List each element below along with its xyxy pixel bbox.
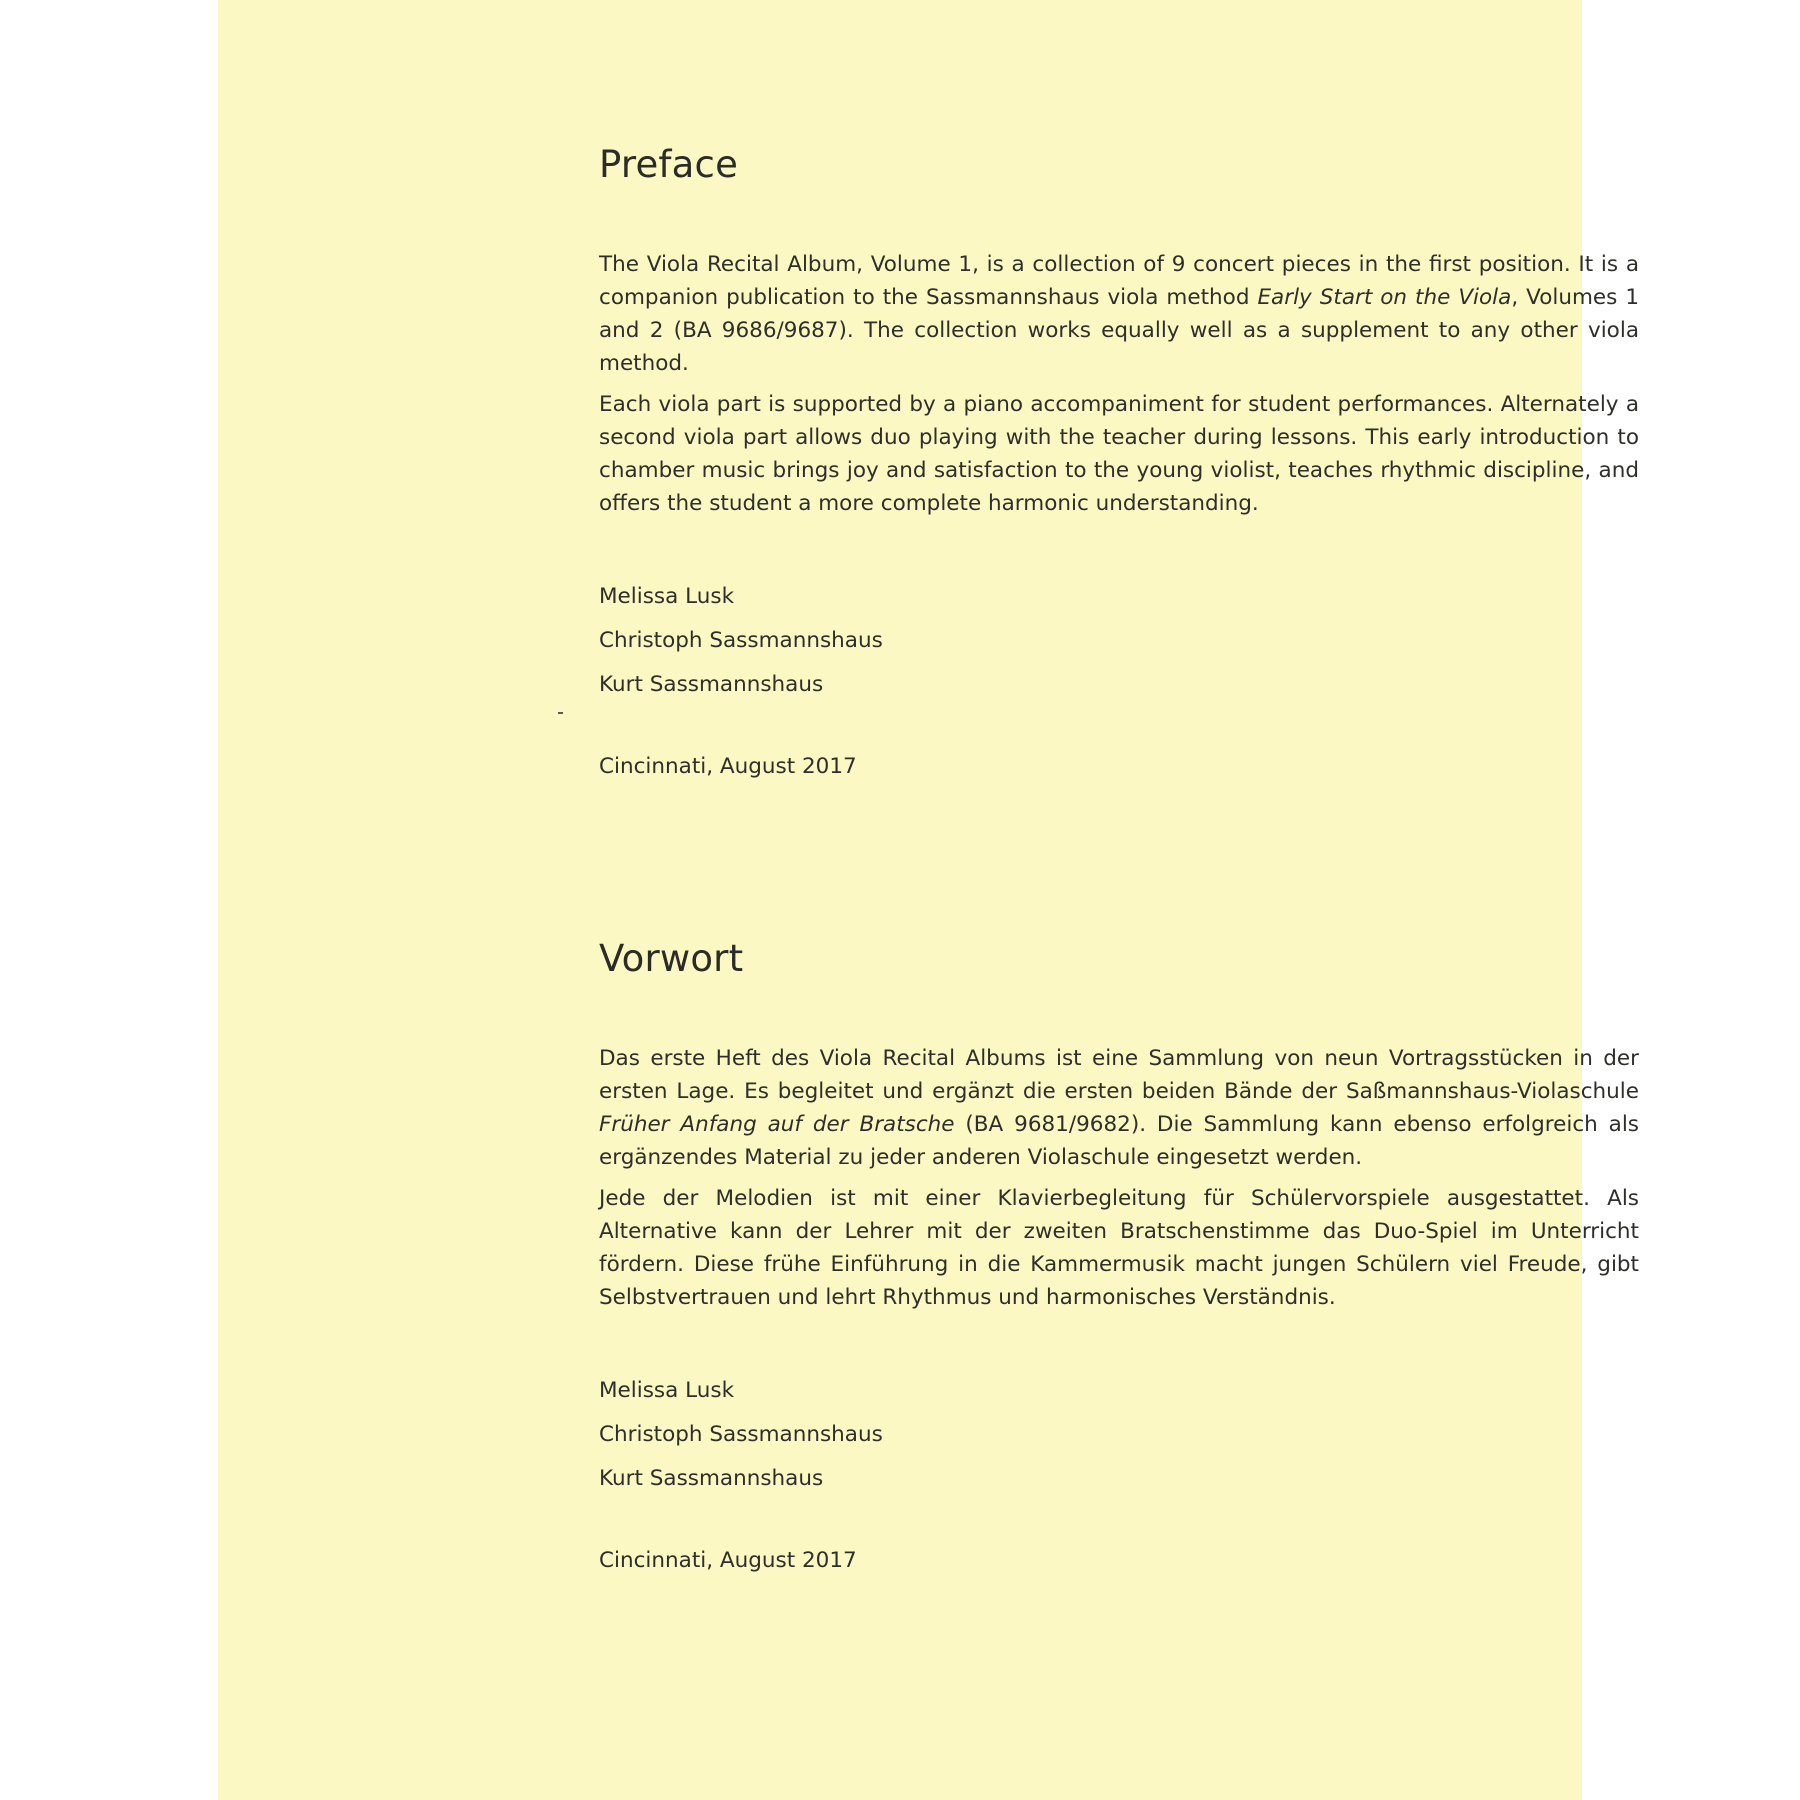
- preface-method-title: Early Start on the Viola: [1257, 285, 1512, 310]
- vorwort-signature-3: Kurt Sassmannshaus: [599, 1466, 824, 1491]
- preface-paragraph-1: [599, 248, 1639, 380]
- document-page: [218, 0, 1639, 1800]
- preface-section: [599, 140, 1639, 782]
- vorwort-signatures: [599, 1369, 1639, 1501]
- vorwort-section: [599, 934, 1639, 1576]
- preface-body: [599, 248, 1639, 520]
- preface-signatures: [599, 575, 1639, 707]
- preface-signature-2: Christoph Sassmannshaus: [599, 628, 883, 653]
- vorwort-method-title: Früher Anfang auf der Bratsche: [599, 1112, 955, 1137]
- vorwort-paragraph-1-text-a: Das erste Heft des Viola Recital Albums ist eine Sammlung von neun Vortragsstücken in der ersten Lage. Es begleitet und ergänzt die ersten beiden Bände der Saßmannshaus-Violaschule: [599, 1046, 1639, 1104]
- vorwort-signature-2: Christoph Sassmannshaus: [599, 1422, 883, 1447]
- vorwort-paragraph-1-text-b: (BA 9681/9682). Die Sammlung kann ebenso erfolgreich als ergänzendes Material zu jeder anderen Violaschule eingesetzt werden.: [599, 1112, 1639, 1170]
- vorwort-paragraph-1: [599, 1042, 1639, 1174]
- preface-paragraph-1-text-a: The Viola Recital Album, Volume 1, is a collection of 9 concert pieces in the first position. It is a companion publication to the Sassmannshaus viola method: [599, 252, 1639, 310]
- vorwort-signature-1: Melissa Lusk: [599, 1378, 735, 1403]
- preface-paragraph-1-text-b: , Volumes 1 and 2 (BA 9686/9687). The collection works equally well as a supplement to any other viola method.: [599, 285, 1639, 376]
- margin-mark: [558, 712, 563, 714]
- preface-signature-1: Melissa Lusk: [599, 584, 735, 609]
- preface-place-date: Cincinnati, August 2017: [599, 754, 857, 779]
- preface-signature-3: Kurt Sassmannshaus: [599, 672, 824, 697]
- vorwort-paragraph-2: Jede der Melodien ist mit einer Klavierbegleitung für Schülervorspiele ausgestattet. Als Alternative kann der Lehrer mit der zweiten Bratschenstimme das Duo-Spiel im Unterricht fördern. Diese frühe Einführung in die Kammermusik macht jungen Schülern viel Freude, gibt Selbstvertrauen und lehrt Rhythmus und harmonisches Verständnis.: [599, 1186, 1639, 1310]
- preface-paragraph-2: Each viola part is supported by a piano accompaniment for student performances. Alternately a second viola part allows duo playing with the teacher during lessons. This early introduction to chamber music brings joy and satisfaction to the young violist, teaches rhythmic discipline, and offers the student a more complete harmonic understanding.: [599, 392, 1639, 516]
- vorwort-heading: Vorwort: [599, 937, 744, 980]
- vorwort-body: [599, 1042, 1639, 1314]
- preface-heading: Preface: [599, 143, 739, 186]
- vorwort-place-date: Cincinnati, August 2017: [599, 1548, 857, 1573]
